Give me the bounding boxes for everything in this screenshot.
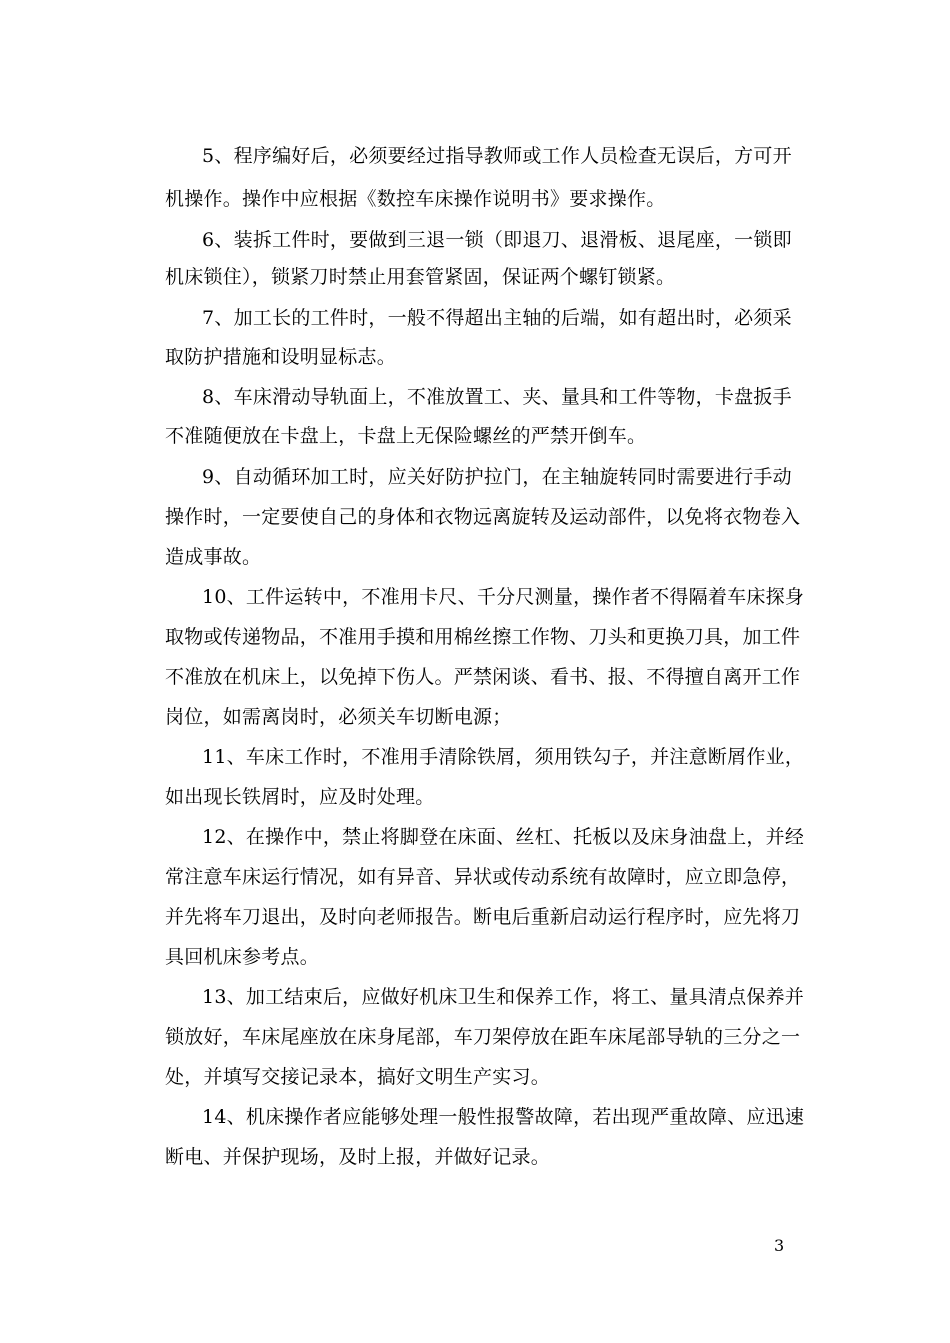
page-number: 3 (774, 1236, 785, 1255)
paragraph-13-line-1: 13、加工结束后，应做好机床卫生和保养工作，将工、量具清点保养并 (202, 986, 805, 1008)
paragraph-13-line-3: 处，并填写交接记录本，搞好文明生产实习。 (165, 1066, 551, 1088)
paragraph-12-line-4: 具回机床参考点。 (165, 946, 320, 968)
paragraph-6-line-2: 机床锁住），锁紧刀时禁止用套管紧固，保证两个螺钉锁紧。 (165, 266, 676, 288)
paragraph-10-line-2: 取物或传递物品，不准用手摸和用棉丝擦工作物、刀头和更换刀具，加工件 (165, 626, 801, 648)
paragraph-14-line-2: 断电、并保护现场，及时上报，并做好记录。 (165, 1146, 551, 1168)
paragraph-11-line-2: 如出现长铁屑时，应及时处理。 (165, 786, 435, 808)
paragraph-12-line-1: 12、在操作中，禁止将脚登在床面、丝杠、托板以及床身油盘上，并经 (202, 826, 805, 848)
paragraph-10-line-1: 10、工件运转中，不准用卡尺、千分尺测量，操作者不得隔着车床探身 (202, 586, 805, 608)
paragraph-12-line-2: 常注意车床运行情况，如有异音、异状或传动系统有故障时，应立即急停， (165, 866, 801, 888)
paragraph-9-line-2: 操作时，一定要使自己的身体和衣物远离旋转及运动部件，以免将衣物卷入 (165, 506, 801, 528)
paragraph-14-line-1: 14、机床操作者应能够处理一般性报警故障，若出现严重故障、应迅速 (202, 1106, 805, 1128)
paragraph-6-line-1: 6、装拆工件时，要做到三退一锁（即退刀、退滑板、退尾座，一锁即 (202, 229, 792, 251)
paragraph-7-line-2: 取防护措施和设明显标志。 (165, 346, 397, 368)
paragraph-8-line-1: 8、车床滑动导轨面上，不准放置工、夹、量具和工件等物，卡盘扳手 (202, 386, 792, 408)
paragraph-7-line-1: 7、加工长的工件时，一般不得超出主轴的后端，如有超出时，必须采 (202, 307, 792, 329)
paragraph-9-line-3: 造成事故。 (165, 546, 262, 568)
paragraph-11-line-1: 11、车床工作时，不准用手清除铁屑，须用铁勾子，并注意断屑作业， (202, 746, 805, 768)
paragraph-8-line-2: 不准随便放在卡盘上，卡盘上无保险螺丝的严禁开倒车。 (165, 425, 647, 447)
paragraph-10-line-4: 岗位，如需离岗时，必须关车切断电源； (165, 706, 512, 728)
paragraph-13-line-2: 锁放好，车床尾座放在床身尾部，车刀架停放在距车床尾部导轨的三分之一 (165, 1026, 801, 1048)
paragraph-9-line-1: 9、自动循环加工时，应关好防护拉门，在主轴旋转同时需要进行手动 (202, 466, 792, 488)
paragraph-10-line-3: 不准放在机床上，以免掉下伤人。严禁闲谈、看书、报、不得擅自离开工作 (165, 666, 801, 688)
paragraph-5-line-1: 5、程序编好后，必须要经过指导教师或工作人员检查无误后，方可开 (202, 145, 792, 167)
paragraph-12-line-3: 并先将车刀退出，及时向老师报告。断电后重新启动运行程序时，应先将刀 (165, 906, 801, 928)
paragraph-5-line-2: 机操作。操作中应根据《数控车床操作说明书》要求操作。 (165, 188, 666, 210)
